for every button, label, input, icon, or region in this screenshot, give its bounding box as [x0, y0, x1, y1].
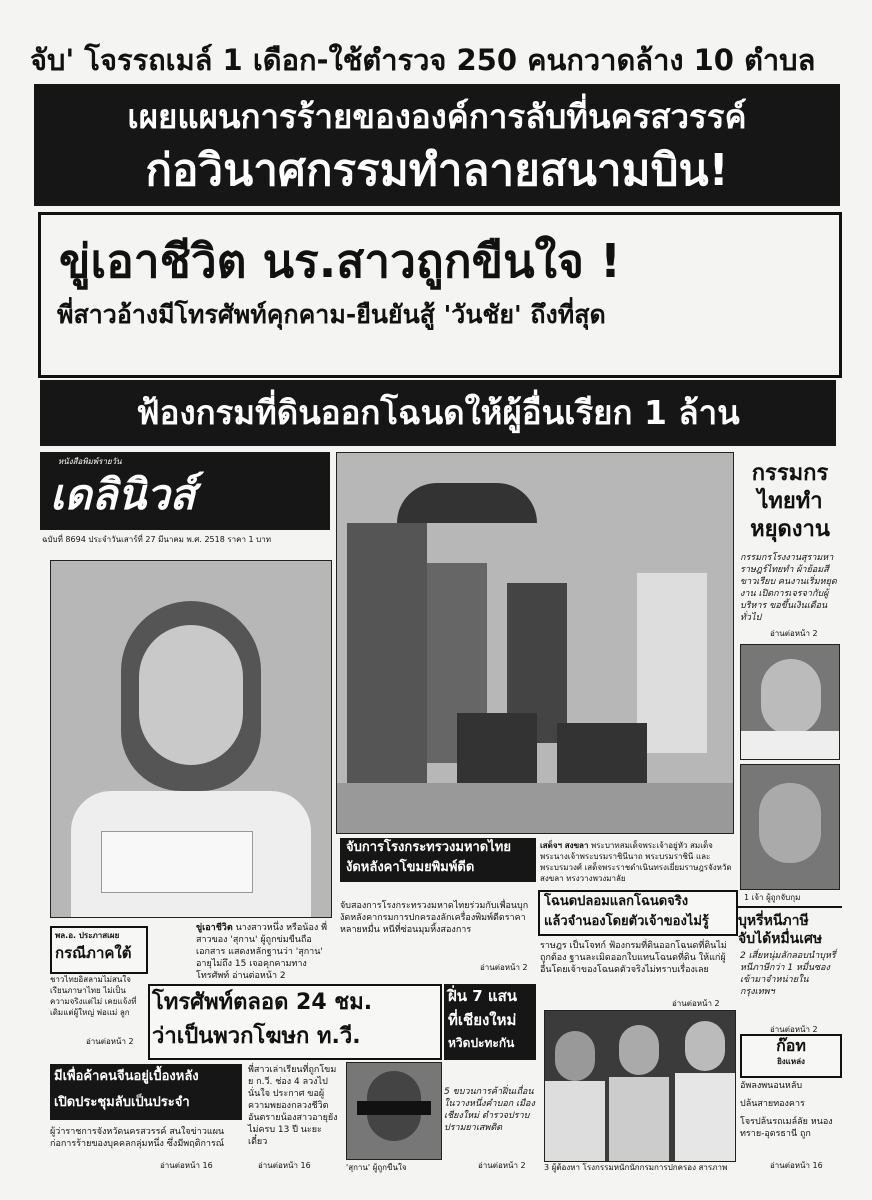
chinese-trader-headline	[50, 1064, 242, 1120]
chinese-trader-cont: อ่านต่อหน้า 16	[160, 1161, 213, 1170]
suspect-photo-1	[740, 644, 840, 760]
strike-body: กรรมกรโรงงานสุรามหาราษฎร์ไทยทำ ผ้าย้อมสีขาวเรียบ คนงานเริ่มหยุดงาน เปิดการเจรจากับผู้บริหาร ขอขึ้นเงินเดือนทั่วไป	[740, 553, 837, 623]
phone-headline-line-1: โทรศัพท์ตลอด 24 ชม.	[152, 990, 373, 1015]
opium-box-line-2: ที่เชียงใหม่	[448, 1011, 517, 1029]
victim-photo-caption: 'สุกาน' ผู้ถูกขืนใจ	[346, 1163, 407, 1172]
phone-headline	[148, 984, 442, 1060]
portrait-caption	[196, 922, 332, 982]
sister-story-body: พี่สาวเล่าเรียนที่ถูกโขมย ก.วี. ช่อง 4 ลวงไปนั่นใจ ประกาศ ขอผู้ความพยองกลวงชีวิต อันตรายน้องสาวอายุยังไม่ครบ 13 ปี นะยะเดี๋ยว	[248, 1065, 338, 1147]
kicker-headline: จับ' โจรรถเมล์ 1 เดือก-ใช้ตำรวจ 250 คนกวาดล้าง 10 ตำบล	[30, 43, 816, 77]
cigarette-head-1: บุหรี่หนีภาษี	[738, 913, 809, 929]
chinese-trader-head-1: มีเพื่อค้าคนจีนอยู่เบื้องหลัง	[54, 1069, 199, 1084]
chinese-trader-body: ผู้ว่าราชการจังหวัดนครสวรรค์ สนใจข่าวแผนก่อการร้ายของบุคคลกลุ่มหนึ่ง ซึ่งมีพฤติการณ์	[50, 1127, 225, 1149]
fake-deed-cont: อ่านต่อหน้า 2	[672, 999, 720, 1008]
fake-deed-headline	[538, 890, 738, 936]
banner-line-2: ก่อวินาศกรรมทำลายสนามบิน!	[145, 145, 729, 196]
gossip-item-1: อัพลงพนอนหลับ	[740, 1081, 803, 1091]
victim-photo	[346, 1062, 442, 1160]
ministry-theft-head-2: งัดหลังคาโขมยพิมพ์ดีด	[346, 860, 475, 875]
issue-line: ฉบับที่ 8694 ประจำวันเสาร์ที่ 27 มีนาคม พ.ศ. 2518 ราคา 1 บาท	[42, 535, 272, 544]
masthead-title: เดลินิวส์	[50, 470, 196, 519]
land-dept-banner: ฟ้องกรมที่ดินออกโฉนดให้ผู้อื่นเรียก 1 ล้าน	[40, 380, 836, 446]
fake-deed-body: ราษฎร เป็นโจทก์ ฟ้องกรมที่ดินออกโฉนดที่ดินไม่ถูกต้อง ฐานละเมิดออกใบแทนโฉนดที่ดิน ให้แก่ผู้อื่นโดยเจ้าของโฉนดตัวจริงไม่ทราบเรื่องเลย	[540, 941, 727, 975]
fake-deed-head-2: แล้วจำนองโดยตัวเจ้าของไม่รู้	[544, 914, 709, 929]
strike-cont: อ่านต่อหน้า 2	[770, 629, 818, 638]
gossip-item-2: ปล้นสายทองคาร	[740, 1099, 805, 1109]
ministry-theft-head-1: จับการโรงกระทรวงมหาดไทย	[346, 840, 511, 855]
strike-headline: กรรมกรไทยทำหยุดงาน	[750, 461, 830, 542]
gossip-logo-line-2: ยิงแหล่ง	[777, 1057, 805, 1066]
royal-visit-caption-body: พระบาทสมเด็จพระเจ้าอยู่หัว สมเด็จพระนางเจ้าพระบรมราชินีนาถ พระบรมราชินี และพระบรมวงศ์ เสด็จพระราชดำเนินทรงเยี่ยมราษฎรจังหวัดสงขลา ทรงวางพวงมาลัย	[540, 841, 732, 883]
ministry-theft-body: จับสองการโรงกระทรวงมหาดไทยร่วมกับเพื่อนบุกงัดหลังคากรมการปกครองลักเครื่องพิมพ์ดีดราคาหลายหมื่น หนีที่ซ่อนมุมหิ้งสองการ	[340, 901, 529, 935]
opium-story-cont: อ่านต่อหน้า 2	[478, 1161, 526, 1170]
royal-visit-photo	[336, 452, 734, 834]
portrait-caption-body: นางสาวหนึ่ง หรือน้อง พี่สาวของ 'สุกาน' ผู้ถูกข่มขืนถือเอกสาร แสดงหลักฐานว่า 'สุกาน' อายุไม่ถึง 15 เจอคุกคามทางโทรศัพท์	[196, 923, 328, 981]
fake-deed-head-1: โฉนดปลอมแลกโฉนดจริง	[544, 894, 689, 909]
gossip-cont: อ่านต่อหน้า 16	[770, 1161, 823, 1170]
boxed-headline-line-2: พี่สาวอ้างมีโทรศัพท์คุกคาม-ยืนยันสู้ 'วันชัย' ถึงที่สุด	[57, 300, 606, 329]
praphas-cont: อ่านต่อหน้า 2	[86, 1037, 134, 1046]
praphas-body: ชาวไทยอิสลามไม่สนใจเรียนภาษาไทย ไม่เป็นความจริงแต่ไม่ เคยแจ้งที่เดิมแต่ผู้ใหญ่ พ่อแม่ ลูก	[50, 975, 137, 1017]
boxed-headline-line-1: ขู่เอาชีวิต นร.สาวถูกขืนใจ !	[59, 234, 621, 288]
gossip-logo-line-1: ก๊อท	[776, 1036, 806, 1055]
phone-headline-line-2: ว่าเป็นพวกโฆษก ท.วี.	[152, 1024, 361, 1049]
portrait-caption-title: ขู่เอาชีวิต	[196, 923, 233, 933]
cigarette-head-2: จับได้หมื่นเศษ	[738, 931, 823, 947]
suspect-caption: 1 เจ้า ผู้ถูกจับกุม	[744, 893, 801, 902]
cigarette-headline	[738, 906, 842, 948]
top-banner	[34, 84, 840, 206]
cigarette-cont: อ่านต่อหน้า 2	[770, 1025, 818, 1034]
woman-portrait-photo	[50, 560, 332, 918]
suspects-group-photo	[544, 1010, 736, 1162]
boxed-headline	[38, 212, 842, 378]
chinese-trader-head-2: เปิดประชุมลับเป็นประจำ	[54, 1095, 190, 1110]
opium-box-line-3: หวิดปะทะกัน	[448, 1036, 515, 1050]
cigarette-body: 2 เสี่ยหนุ่มลักลอบนำบุหรี่หนีภาษีกว่า 1 หมื่นซอง เข้ามาจำหน่ายในกรุงเทพฯ	[740, 951, 836, 997]
suspects-photo-caption: 3 ผู้ต้องหา โรงกรรมหนักนักกรมการปกครอง สารภาพ	[544, 1163, 728, 1172]
opium-box-line-1: ฝิ่น 7 แสน	[448, 987, 518, 1005]
praphas-box-title: กรณีภาคใต้	[55, 944, 132, 962]
royal-visit-caption-head: เสด็จฯ สงขลา	[540, 841, 589, 850]
masthead-tagline: หนังสือพิมพ์รายวัน	[58, 457, 122, 466]
sister-story-cont: อ่านต่อหน้า 16	[258, 1161, 311, 1170]
opium-story-body: 5 ขบวนการค้าฝิ่นเถื่อนในวางหนึ่งคำบอก เมืองเชียงใหม่ ตำรวจปราบปรามยาเสพติด	[444, 1087, 535, 1133]
ministry-theft-cont: อ่านต่อหน้า 2	[480, 963, 528, 972]
praphas-box-head: พล.อ. ประภาสเผย	[55, 931, 120, 940]
masthead	[40, 452, 330, 530]
opium-box	[444, 984, 536, 1060]
ministry-theft-headline	[340, 838, 536, 882]
suspect-photo-2	[740, 764, 840, 890]
gossip-logo	[740, 1034, 842, 1078]
banner-line-1: เผยแผนการร้ายขององค์การลับที่นครสวรรค์	[127, 97, 747, 136]
gossip-item-3: โจรปล้นรถเมล์ลัย หนองทราย-อุดรธานี ถูก	[740, 1117, 833, 1139]
royal-visit-caption	[540, 840, 736, 884]
portrait-caption-cont: อ่านต่อหน้า 2	[232, 971, 286, 981]
praphas-box	[50, 926, 148, 974]
